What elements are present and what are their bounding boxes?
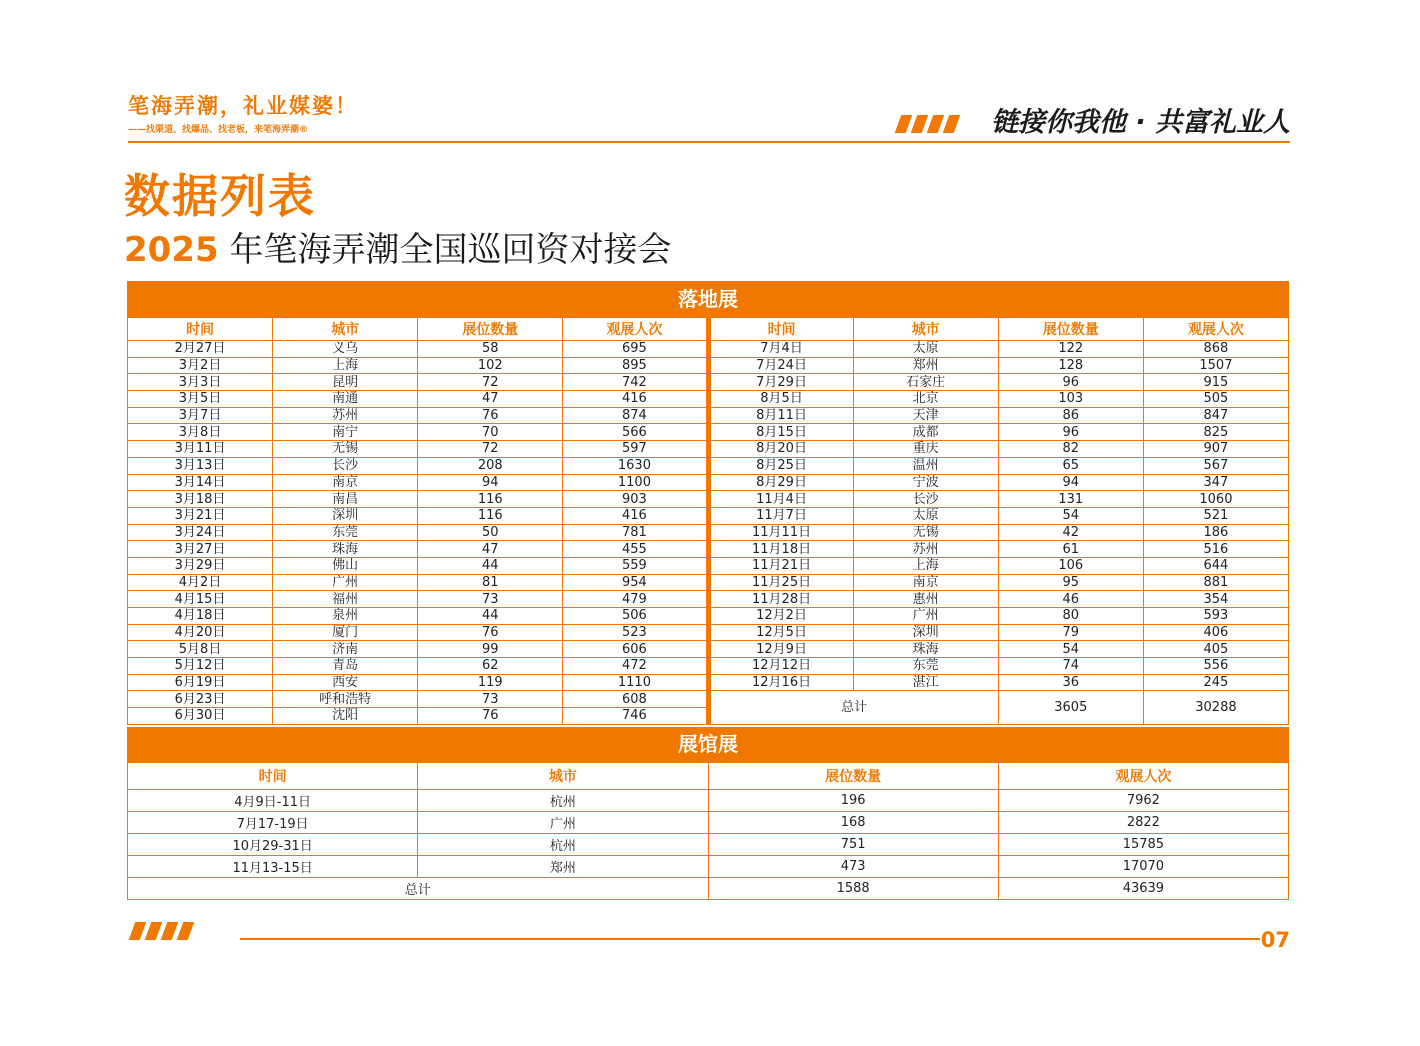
table-cell: 南京: [853, 574, 998, 591]
table-cell: 751: [708, 834, 998, 856]
table-cell: 1110: [563, 674, 708, 691]
table-cell: 516: [1143, 541, 1288, 558]
table-cell: 11月18日: [708, 541, 853, 558]
table-cell: 12月2日: [708, 608, 853, 625]
table-cell: 长沙: [273, 457, 418, 474]
table-cell: 825: [1143, 424, 1288, 441]
table-cell: 3月24日: [128, 524, 273, 541]
header-stripes-decoration: [898, 115, 957, 133]
table-row: [128, 574, 1289, 591]
table-cell: 12月5日: [708, 624, 853, 641]
table-row: [128, 834, 1289, 856]
table-cell: 3月13日: [128, 457, 273, 474]
table-cell: 8月20日: [708, 441, 853, 458]
table-cell: 186: [1143, 524, 1288, 541]
table-cell: 福州: [273, 591, 418, 608]
table-row: [128, 856, 1289, 878]
table-cell: 96: [998, 374, 1143, 391]
table-cell: 405: [1143, 641, 1288, 658]
header-divider: [128, 141, 1290, 143]
table-cell: 473: [708, 856, 998, 878]
total-visitors: 30288: [1143, 691, 1288, 724]
table-cell: 81: [418, 574, 563, 591]
table-cell: 58: [418, 341, 563, 358]
table-cell: 566: [563, 424, 708, 441]
table-row: [128, 441, 1289, 458]
table-cell: 厦门: [273, 624, 418, 641]
table-cell: 广州: [853, 608, 998, 625]
table-cell: 7月29日: [708, 374, 853, 391]
table-cell: 523: [563, 624, 708, 641]
table-cell: 895: [563, 357, 708, 374]
table-cell: 太原: [853, 341, 998, 358]
table-row: [128, 557, 1289, 574]
table-row: [128, 524, 1289, 541]
table-cell: 11月7日: [708, 507, 853, 524]
column-header: 观展人次: [1143, 318, 1288, 341]
table-cell: 7962: [998, 790, 1288, 812]
table-cell: 1630: [563, 457, 708, 474]
table-row: [128, 641, 1289, 658]
brand-subtitle: ——找渠道、找爆品、找老板，来笔海弄潮®: [128, 125, 309, 135]
table-cell: 597: [563, 441, 708, 458]
table-cell: 3月5日: [128, 391, 273, 408]
hall-show-table: [127, 762, 1289, 900]
table-row: [128, 457, 1289, 474]
table-row: [128, 658, 1289, 675]
table-cell: 119: [418, 674, 563, 691]
table-cell: 8月5日: [708, 391, 853, 408]
table-cell: 温州: [853, 457, 998, 474]
table-cell: 6月30日: [128, 708, 273, 725]
table-row: [128, 790, 1289, 812]
table-cell: 54: [998, 507, 1143, 524]
table-cell: 47: [418, 541, 563, 558]
table-cell: 36: [998, 674, 1143, 691]
table-cell: 11月25日: [708, 574, 853, 591]
table-cell: 石家庄: [853, 374, 998, 391]
table-cell: 3月27日: [128, 541, 273, 558]
table-cell: 8月15日: [708, 424, 853, 441]
table-cell: 南通: [273, 391, 418, 408]
table-cell: 沈阳: [273, 708, 418, 725]
table-cell: 11月28日: [708, 591, 853, 608]
ground-show-panel: [127, 281, 1289, 725]
table-cell: 168: [708, 812, 998, 834]
table-cell: 903: [563, 491, 708, 508]
table-cell: 695: [563, 341, 708, 358]
table-cell: 2822: [998, 812, 1288, 834]
subtitle-year: 2025: [124, 230, 219, 270]
footer-stripes-decoration: [132, 922, 191, 940]
column-header: 城市: [853, 318, 998, 341]
table-cell: 3月3日: [128, 374, 273, 391]
table-cell: 416: [563, 507, 708, 524]
table-cell: 406: [1143, 624, 1288, 641]
table-cell: 湛江: [853, 674, 998, 691]
table-cell: 惠州: [853, 591, 998, 608]
table-cell: 881: [1143, 574, 1288, 591]
table-row: [128, 391, 1289, 408]
table-cell: 8月11日: [708, 407, 853, 424]
table-cell: 644: [1143, 557, 1288, 574]
table-cell: 606: [563, 641, 708, 658]
table-row: [128, 407, 1289, 424]
column-header: 展位数量: [998, 318, 1143, 341]
table-cell: 11月13-15日: [128, 856, 418, 878]
table-cell: 珠海: [273, 541, 418, 558]
table-cell: 2月27日: [128, 341, 273, 358]
table-cell: 847: [1143, 407, 1288, 424]
ground-show-table: [127, 317, 1289, 725]
table-cell: 南宁: [273, 424, 418, 441]
table-cell: 上海: [853, 557, 998, 574]
table-cell: 103: [998, 391, 1143, 408]
hall-show-panel: [127, 727, 1289, 900]
ground-show-banner: 落地展: [127, 281, 1289, 317]
column-header: 城市: [273, 318, 418, 341]
table-cell: 455: [563, 541, 708, 558]
table-cell: 苏州: [273, 407, 418, 424]
table-cell: 556: [1143, 658, 1288, 675]
table-cell: 8月25日: [708, 457, 853, 474]
table-cell: 593: [1143, 608, 1288, 625]
table-cell: 128: [998, 357, 1143, 374]
table-cell: 珠海: [853, 641, 998, 658]
table-cell: 泉州: [273, 608, 418, 625]
hall-show-banner: 展馆展: [127, 727, 1289, 762]
table-cell: 44: [418, 608, 563, 625]
table-cell: 96: [998, 424, 1143, 441]
table-cell: 347: [1143, 474, 1288, 491]
table-cell: 99: [418, 641, 563, 658]
table-cell: 245: [1143, 674, 1288, 691]
table-cell: 65: [998, 457, 1143, 474]
table-cell: 广州: [273, 574, 418, 591]
table-cell: 122: [998, 341, 1143, 358]
table-row: [128, 357, 1289, 374]
table-cell: 1100: [563, 474, 708, 491]
table-cell: 86: [998, 407, 1143, 424]
table-cell: 95: [998, 574, 1143, 591]
table-cell: 东莞: [273, 524, 418, 541]
table-cell: 505: [1143, 391, 1288, 408]
table-cell: 742: [563, 374, 708, 391]
table-cell: 昆明: [273, 374, 418, 391]
table-cell: 102: [418, 357, 563, 374]
column-header: 时间: [128, 763, 418, 790]
table-cell: 3月18日: [128, 491, 273, 508]
table-cell: 44: [418, 557, 563, 574]
table-cell: 4月2日: [128, 574, 273, 591]
total-label: 总计: [708, 691, 998, 724]
table-cell: 11月11日: [708, 524, 853, 541]
table-cell: 6月23日: [128, 691, 273, 708]
column-header: 展位数量: [418, 318, 563, 341]
table-cell: 4月9日-11日: [128, 790, 418, 812]
page-number: 07: [1260, 928, 1290, 952]
table-cell: 73: [418, 691, 563, 708]
column-header: 观展人次: [563, 318, 708, 341]
table-cell: 上海: [273, 357, 418, 374]
table-cell: 76: [418, 624, 563, 641]
table-cell: 416: [563, 391, 708, 408]
table-cell: 54: [998, 641, 1143, 658]
table-cell: 954: [563, 574, 708, 591]
table-cell: 南京: [273, 474, 418, 491]
table-cell: 12月12日: [708, 658, 853, 675]
table-row: [128, 812, 1289, 834]
table-cell: 7月4日: [708, 341, 853, 358]
table-cell: 94: [418, 474, 563, 491]
table-cell: 50: [418, 524, 563, 541]
table-cell: 781: [563, 524, 708, 541]
table-cell: 11月21日: [708, 557, 853, 574]
table-cell: 杭州: [418, 790, 708, 812]
column-header: 城市: [418, 763, 708, 790]
table-cell: 佛山: [273, 557, 418, 574]
page-subtitle: [124, 222, 671, 271]
table-cell: 61: [998, 541, 1143, 558]
table-cell: 76: [418, 407, 563, 424]
table-cell: 479: [563, 591, 708, 608]
table-cell: 5月12日: [128, 658, 273, 675]
table-cell: 12月9日: [708, 641, 853, 658]
table-cell: 7月17-19日: [128, 812, 418, 834]
slogan: 链接你我他 · 共富礼业人: [990, 107, 1290, 138]
table-row: [128, 624, 1289, 641]
table-cell: 北京: [853, 391, 998, 408]
table-cell: 东莞: [853, 658, 998, 675]
table-row: [128, 424, 1289, 441]
table-cell: 深圳: [273, 507, 418, 524]
table-row: [128, 691, 1289, 708]
table-row: [128, 374, 1289, 391]
column-header: 观展人次: [998, 763, 1288, 790]
table-cell: 4月18日: [128, 608, 273, 625]
table-cell: 82: [998, 441, 1143, 458]
table-cell: 196: [708, 790, 998, 812]
total-booths: 1588: [708, 878, 998, 900]
table-cell: 7月24日: [708, 357, 853, 374]
table-cell: 62: [418, 658, 563, 675]
table-cell: 重庆: [853, 441, 998, 458]
table-cell: 106: [998, 557, 1143, 574]
table-cell: 太原: [853, 507, 998, 524]
table-cell: 915: [1143, 374, 1288, 391]
table-cell: 3月21日: [128, 507, 273, 524]
table-cell: 3月7日: [128, 407, 273, 424]
table-cell: 西安: [273, 674, 418, 691]
table-row: [128, 491, 1289, 508]
total-booths: 3605: [998, 691, 1143, 724]
total-visitors: 43639: [998, 878, 1288, 900]
table-row: [128, 674, 1289, 691]
table-row: [128, 591, 1289, 608]
table-cell: 3月29日: [128, 557, 273, 574]
table-cell: 广州: [418, 812, 708, 834]
table-cell: 3月11日: [128, 441, 273, 458]
table-cell: 506: [563, 608, 708, 625]
table-cell: 郑州: [853, 357, 998, 374]
table-cell: 4月15日: [128, 591, 273, 608]
table-cell: 无锡: [273, 441, 418, 458]
table-row: [128, 474, 1289, 491]
table-cell: 15785: [998, 834, 1288, 856]
total-label: 总计: [128, 878, 709, 900]
table-cell: 5月8日: [128, 641, 273, 658]
table-cell: 深圳: [853, 624, 998, 641]
table-cell: 宁波: [853, 474, 998, 491]
table-cell: 46: [998, 591, 1143, 608]
table-cell: 472: [563, 658, 708, 675]
table-row: [128, 608, 1289, 625]
table-cell: 354: [1143, 591, 1288, 608]
table-cell: 74: [998, 658, 1143, 675]
table-cell: 208: [418, 457, 563, 474]
table-cell: 郑州: [418, 856, 708, 878]
table-cell: 南昌: [273, 491, 418, 508]
table-cell: 8月29日: [708, 474, 853, 491]
table-cell: 10月29-31日: [128, 834, 418, 856]
column-header: 时间: [128, 318, 273, 341]
column-header: 展位数量: [708, 763, 998, 790]
total-row: [128, 878, 1289, 900]
table-cell: 874: [563, 407, 708, 424]
table-cell: 94: [998, 474, 1143, 491]
table-cell: 无锡: [853, 524, 998, 541]
brand-title: 笔海弄潮，礼业媒婆！: [128, 93, 358, 118]
table-cell: 11月4日: [708, 491, 853, 508]
table-row: [128, 341, 1289, 358]
table-cell: 70: [418, 424, 563, 441]
table-cell: 79: [998, 624, 1143, 641]
table-cell: 1507: [1143, 357, 1288, 374]
table-cell: 116: [418, 507, 563, 524]
table-cell: 长沙: [853, 491, 998, 508]
table-row: [128, 507, 1289, 524]
table-cell: 521: [1143, 507, 1288, 524]
table-cell: 天津: [853, 407, 998, 424]
table-cell: 济南: [273, 641, 418, 658]
table-cell: 116: [418, 491, 563, 508]
table-cell: 17070: [998, 856, 1288, 878]
table-cell: 6月19日: [128, 674, 273, 691]
table-cell: 12月16日: [708, 674, 853, 691]
table-cell: 608: [563, 691, 708, 708]
table-cell: 42: [998, 524, 1143, 541]
table-cell: 杭州: [418, 834, 708, 856]
table-cell: 青岛: [273, 658, 418, 675]
table-cell: 3月14日: [128, 474, 273, 491]
table-cell: 868: [1143, 341, 1288, 358]
footer-divider: [240, 938, 1260, 940]
table-cell: 907: [1143, 441, 1288, 458]
table-cell: 131: [998, 491, 1143, 508]
page-title: 数据列表: [124, 169, 316, 223]
table-cell: 苏州: [853, 541, 998, 558]
table-cell: 47: [418, 391, 563, 408]
subtitle-text: 年笔海弄潮全国巡回资对接会: [218, 230, 672, 270]
table-cell: 1060: [1143, 491, 1288, 508]
table-cell: 746: [563, 708, 708, 725]
table-cell: 3月2日: [128, 357, 273, 374]
table-row: [128, 541, 1289, 558]
table-cell: 4月20日: [128, 624, 273, 641]
table-cell: 义乌: [273, 341, 418, 358]
table-cell: 呼和浩特: [273, 691, 418, 708]
table-cell: 76: [418, 708, 563, 725]
table-cell: 80: [998, 608, 1143, 625]
table-cell: 567: [1143, 457, 1288, 474]
table-cell: 72: [418, 374, 563, 391]
table-cell: 成都: [853, 424, 998, 441]
table-cell: 559: [563, 557, 708, 574]
table-cell: 3月8日: [128, 424, 273, 441]
column-header: 时间: [708, 318, 853, 341]
table-cell: 72: [418, 441, 563, 458]
table-cell: 73: [418, 591, 563, 608]
